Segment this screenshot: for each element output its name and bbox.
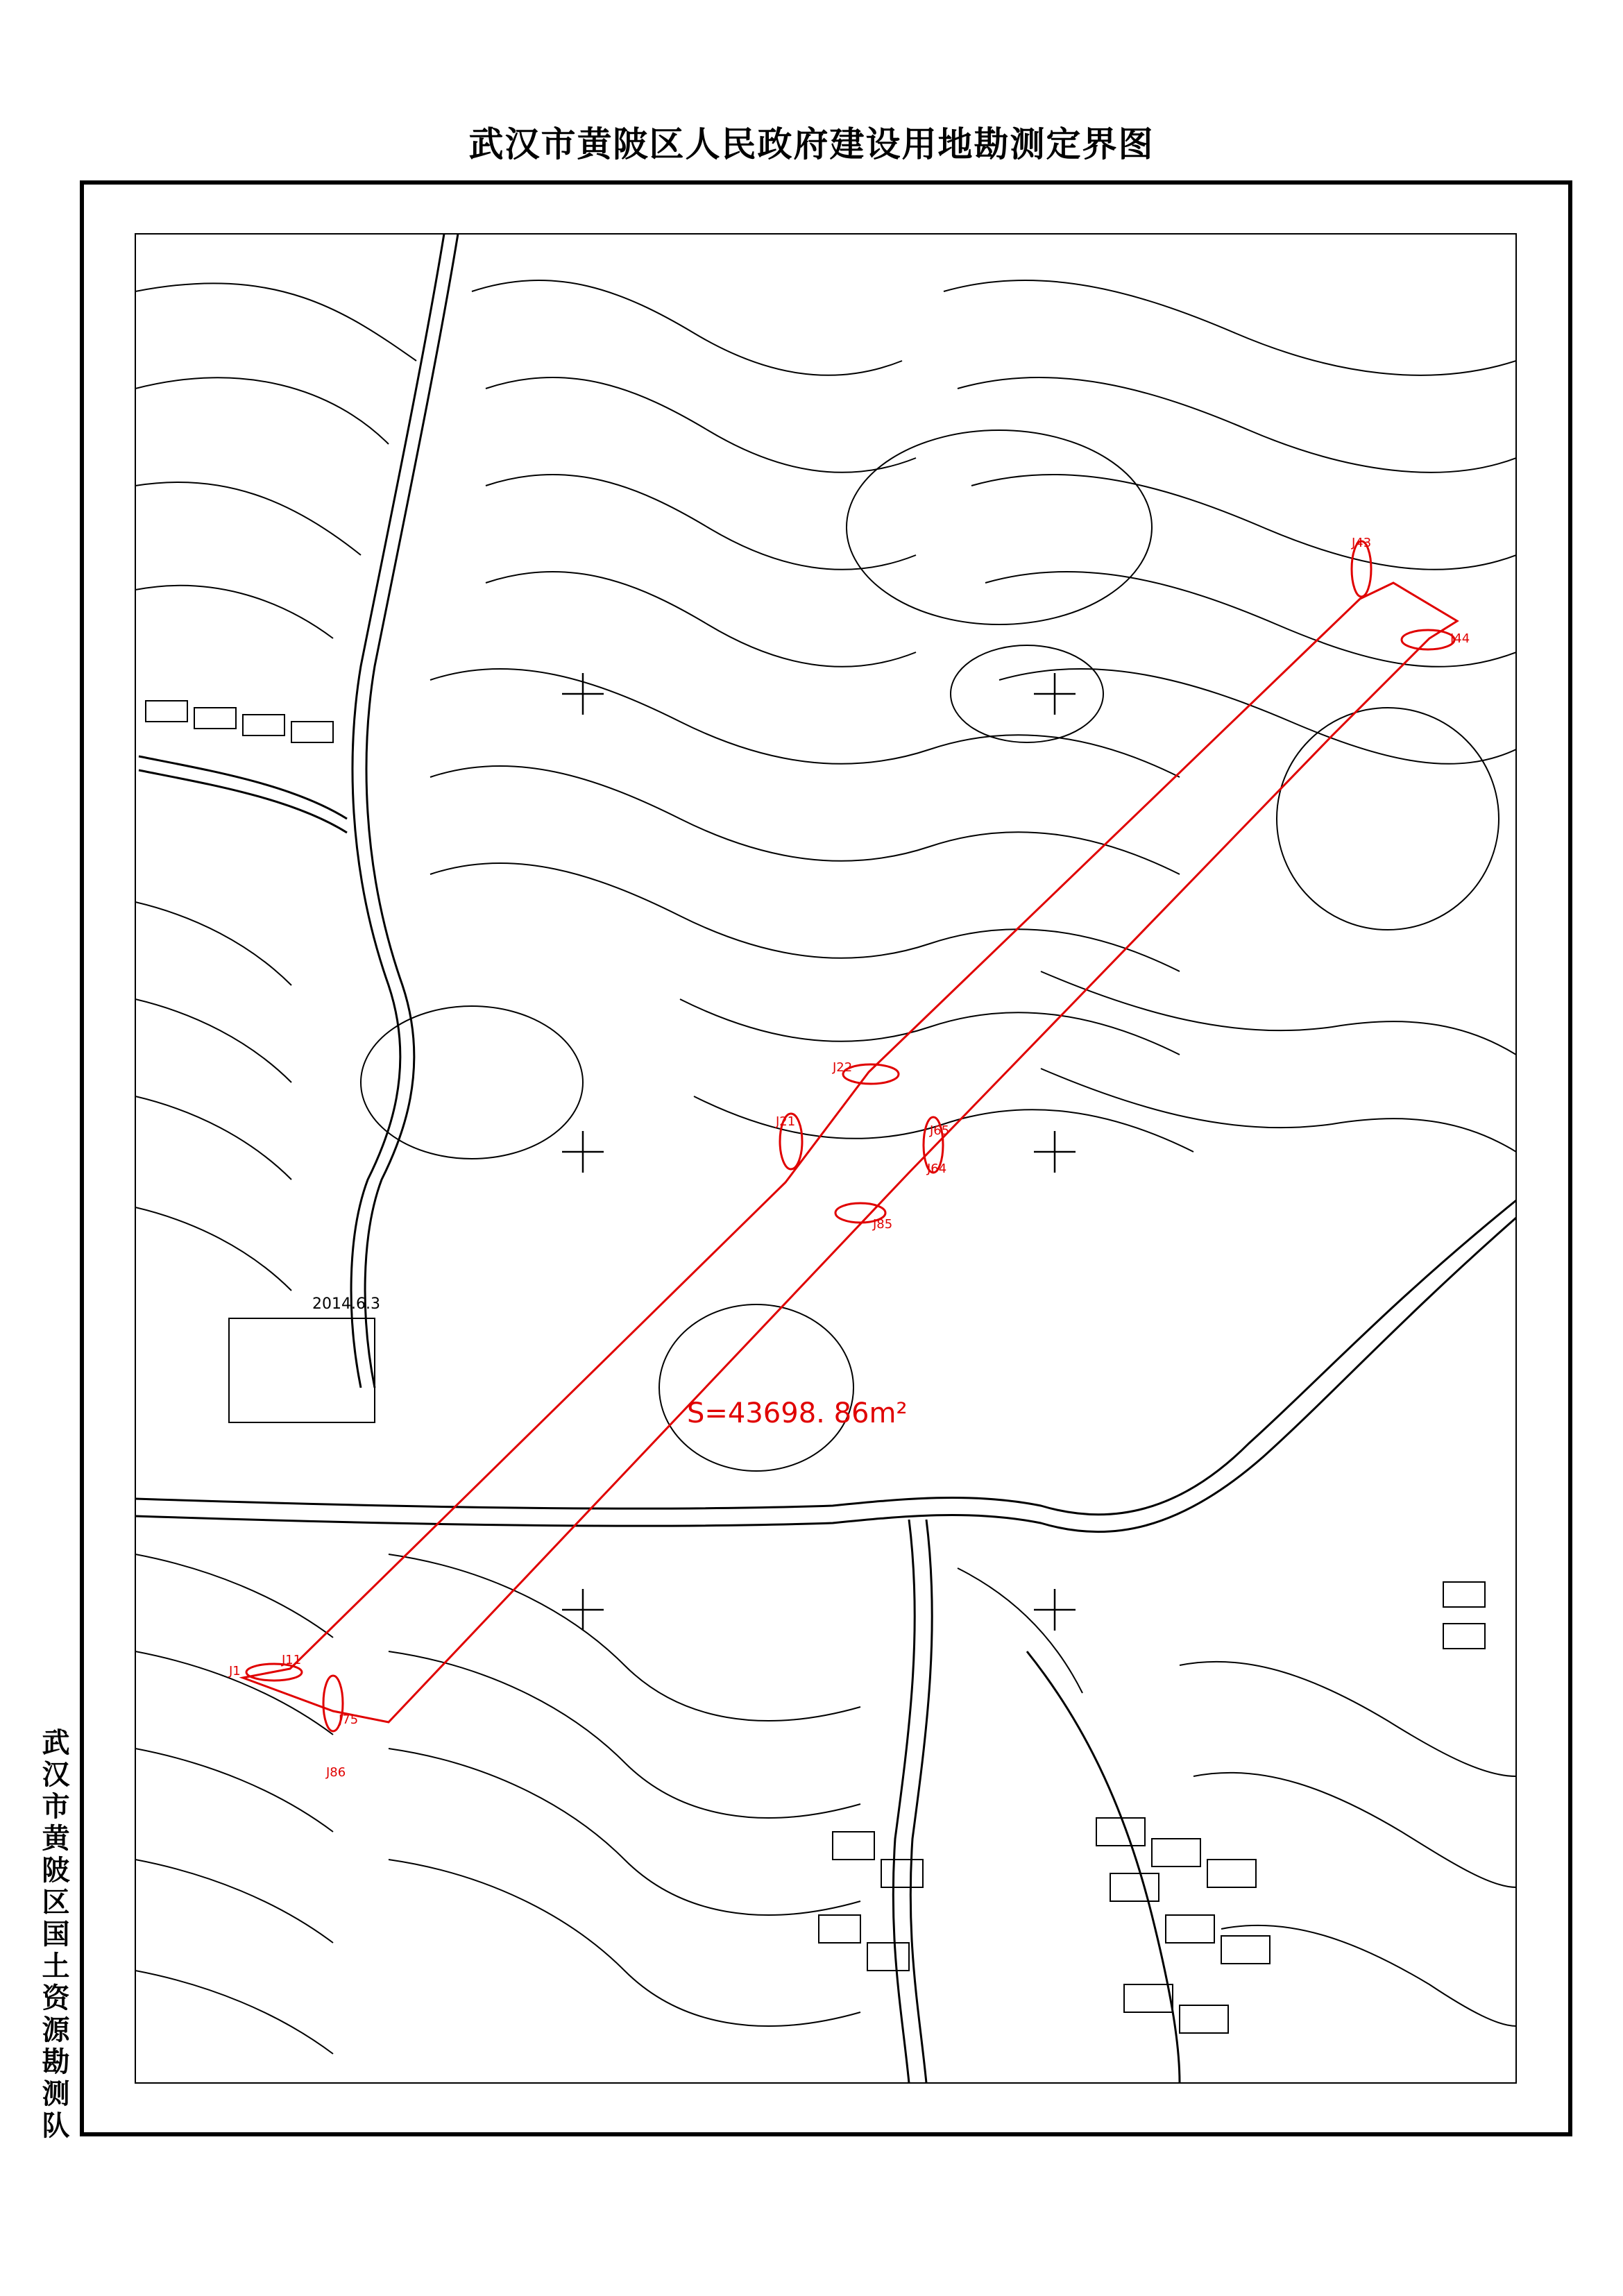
- inner-frame: [135, 234, 1516, 2083]
- point-label: J65: [930, 1123, 950, 1138]
- surveyor-label: 武汉市黄陂区国土资源勘测队: [37, 1728, 69, 2143]
- point-label: J64: [927, 1162, 947, 1176]
- point-label: J75: [339, 1712, 359, 1727]
- point-label: J21: [776, 1114, 796, 1129]
- point-label: J43: [1352, 536, 1372, 550]
- point-label: J44: [1450, 631, 1470, 646]
- point-label: J86: [326, 1765, 346, 1780]
- point-label: J1: [229, 1664, 241, 1678]
- outer-frame: [82, 182, 1570, 2134]
- point-label: J85: [873, 1217, 893, 1232]
- boundary-point-clusters: [246, 541, 1454, 1731]
- parcel-boundary: [243, 583, 1457, 1722]
- point-label: J22: [833, 1060, 853, 1075]
- boundary-point-labels: [228, 536, 1470, 1780]
- area-label: S=43698. 86m²: [687, 1397, 908, 1429]
- map-title: 武汉市黄陂区人民政府建设用地勘测定界图: [468, 124, 1155, 164]
- point-label: J11: [282, 1653, 302, 1667]
- topographic-linework: [135, 234, 1516, 2083]
- date-label: 2014.6.3: [312, 1295, 380, 1313]
